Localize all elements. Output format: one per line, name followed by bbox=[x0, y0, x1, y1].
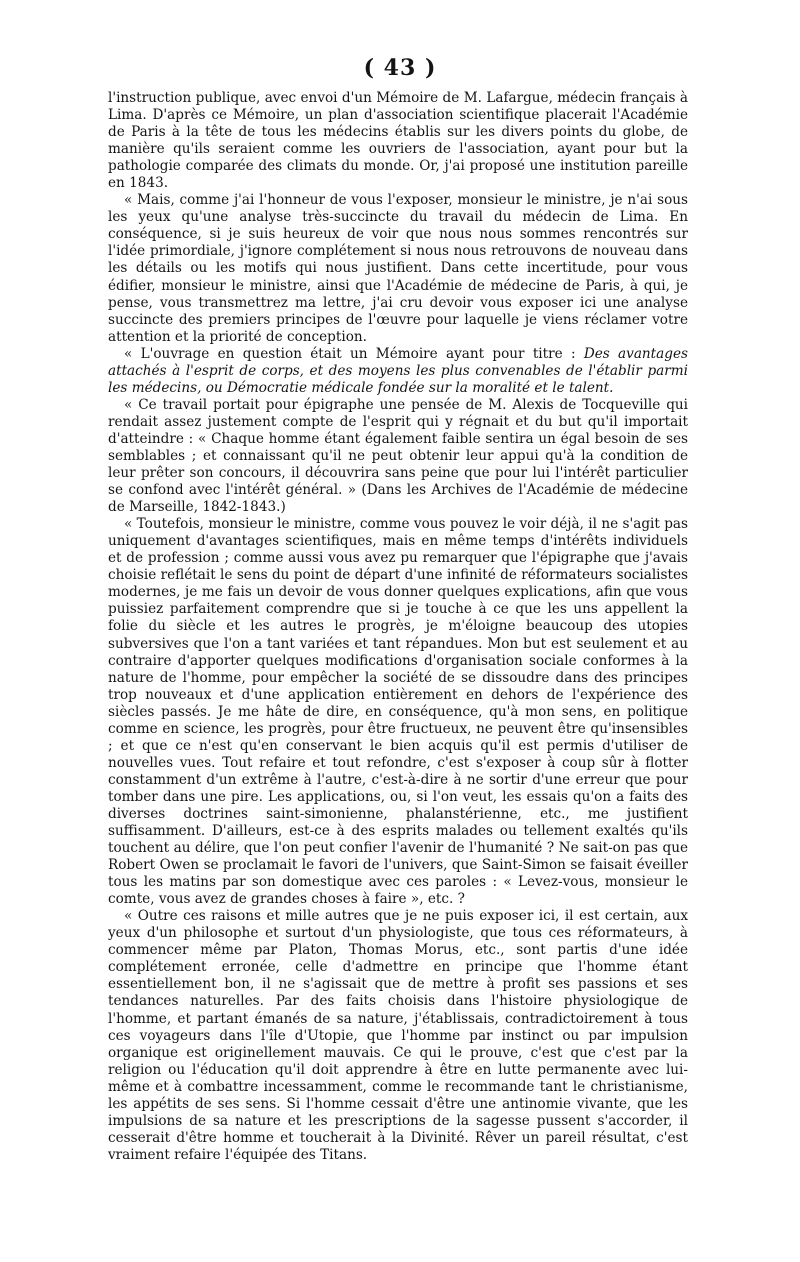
paragraph: l'instruction publique, avec envoi d'un Mémoire de M. Lafargue, médecin français à Lima. D'après ce Mémoire, un plan d'association scientifique placerait l'Académie de Paris à la tête de tous les médecins établis sur les divers points du globe, de manière qu'ils seraient comme les ouvriers de l'association, ayant pour but la pathologie comparée des climats du monde. Or, j'ai proposé une institution pareille en 1843. bbox=[108, 90, 688, 192]
body-text bbox=[108, 90, 688, 1164]
memoir-title: Des avantages attachés à l'esprit de corps, et des moyens les plus convenables de l'établir parmi les médecins, ou Démocratie médicale fondée sur la moralité et le talent. bbox=[108, 345, 688, 396]
paragraph: « Mais, comme j'ai l'honneur de vous l'exposer, monsieur le ministre, je n'ai sous les yeux qu'une analyse très-succincte du travail du médecin de Lima. En conséquence, si je suis heureux de voir que nous nous sommes rencontrés sur l'idée primordiale, j'ignore complétement si nous nous retrouvons de nouveau dans les détails ou les motifs qui nous justifient. Dans cette incertitude, pour vous édifier, monsieur le ministre, ainsi que l'Académie de médecine de Paris, à qui, je pense, vous transmettrez ma lettre, j'ai cru devoir vous exposer ici une analyse succincte des premiers principes de l'œuvre pour laquelle je viens réclamer votre attention et la priorité de conception. bbox=[108, 192, 688, 345]
paragraph: « Outre ces raisons et mille autres que je ne puis exposer ici, il est certain, aux yeux d'un philosophe et surtout d'un physiologiste, que tous ces réformateurs, à commencer même par Platon, Thomas Morus, etc., sont partis d'une idée complétement erronée, celle d'admettre en principe que l'homme étant essentiellement bon, il ne s'agissait que de mettre à profit ses passions et ses tendances naturelles. Par des faits choisis dans l'histoire physiologique de l'homme, et partant émanés de sa nature, j'établissais, contradictoirement à tous ces voyageurs dans l'île d'Utopie, que l'homme par instinct ou par impulsion organique est originellement mauvais. Ce qui le prouve, c'est que c'est par la religion ou l'éducation qu'il doit apprendre à être en lutte permanente avec lui-même et à combattre incessamment, comme le recommande tant le christianisme, les appétits de ses sens. Si l'homme cessait d'être une antinomie vivante, que les impulsions de sa nature et les prescriptions de la sagesse pussent s'accorder, il cesserait d'être homme et toucherait à la Divinité. Rêver un pareil résultat, c'est vraiment refaire l'équipée des Titans. bbox=[108, 908, 688, 1163]
paragraph bbox=[108, 346, 688, 397]
paragraph-lead: « L'ouvrage en question était un Mémoire ayant pour titre : bbox=[124, 345, 576, 362]
paragraph: « Toutefois, monsieur le ministre, comme vous pouvez le voir déjà, il ne s'agit pas uniquement d'avantages scientifiques, mais en même temps d'intérêts individuels et de profession ; comme aussi vous avez pu remarquer que l'épigraphe que j'avais choisie reflétait le sens du point de départ d'une infinité de réformateurs socialistes modernes, je me fais un devoir de vous donner quelques explications, afin que vous puissiez parfaitement comprendre que si je touche à ce que les uns appellent la folie du siècle et les autres le progrès, je m'éloigne beaucoup des utopies subversives que l'on a tant variées et tant répandues. Mon but est seulement et au contraire d'apporter quelques modifications d'organisation sociale conformes à la nature de l'homme, pour empêcher la société de se dissoudre dans des principes trop nouveaux et d'une application entièrement en dehors de l'expérience des siècles passés. Je me hâte de dire, en conséquence, qu'à mon sens, en politique comme en science, les progrès, pour être fructueux, ne peuvent être qu'insensibles ; et que ce n'est qu'en conservant le bien acquis qu'il est permis d'utiliser de nouvelles vues. Tout refaire et tout refondre, c'est s'exposer à coup sûr à flotter constamment d'un extrême à l'autre, c'est-à-dire à ne sortir d'une erreur que pour tomber dans une pire. Les applications, ou, si l'on veut, les essais qu'on a faits des diverses doctrines saint-simonienne, phalanstérienne, etc., me justifient suffisamment. D'ailleurs, est-ce à des esprits malades ou tellement exaltés qu'ils touchent au délire, que l'on peut confier l'avenir de l'humanité ? Ne sait-on pas que Robert Owen se proclamait le favori de l'univers, que Saint-Simon se faisait éveiller tous les matins par son domestique avec ces paroles : « Levez-vous, monsieur le comte, vous avez de grandes choses à faire », etc. ? bbox=[108, 516, 688, 908]
page-number: ( 43 ) bbox=[363, 55, 437, 81]
paragraph: « Ce travail portait pour épigraphe une pensée de M. Alexis de Tocqueville qui rendait assez justement compte de l'esprit qui y régnait et du but qu'il importait d'atteindre : « Chaque homme étant également faible sentira un égal besoin de ses semblables ; et connaissant qu'il ne peut obtenir leur appui qu'à la condition de leur prêter son concours, il découvrira sans peine que pour lui l'intérêt particulier se confond avec l'intérêt général. » (Dans les Archives de l'Académie de médecine de Marseille, 1842-1843.) bbox=[108, 396, 688, 516]
